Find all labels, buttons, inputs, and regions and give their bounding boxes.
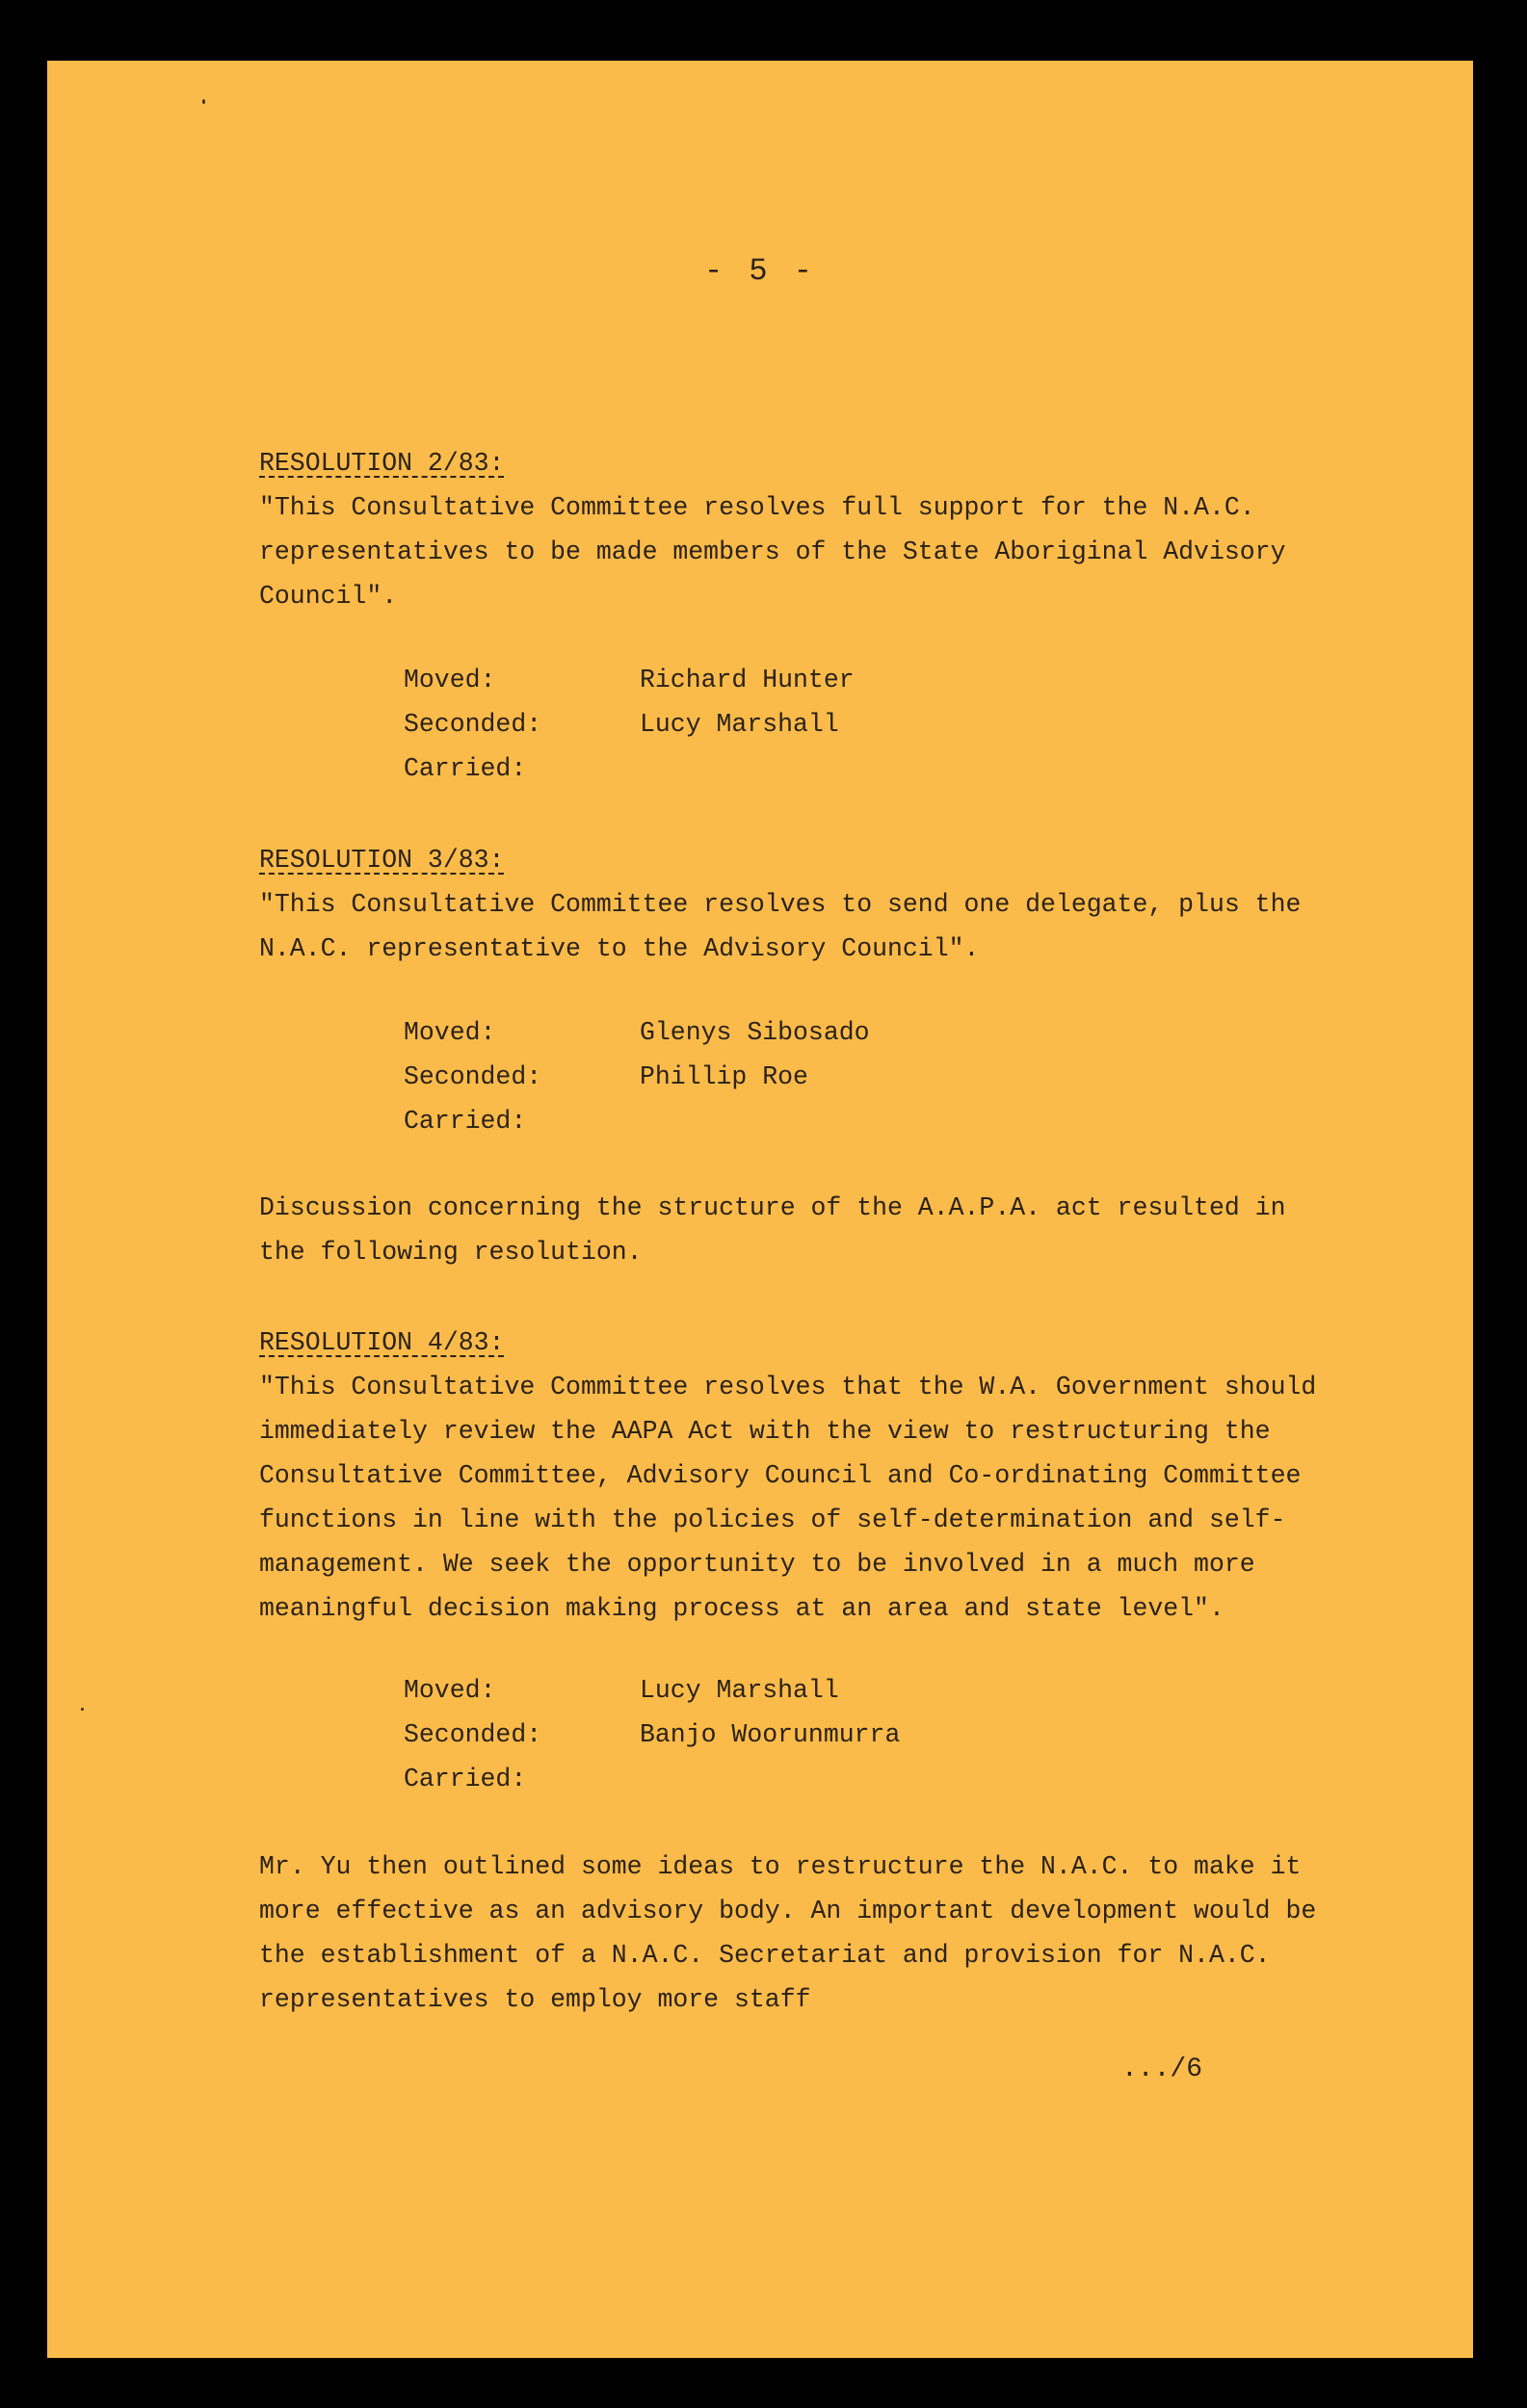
vote-row-carried [404, 1099, 1078, 1143]
vote-name: Lucy Marshall [640, 1676, 839, 1705]
vote-name [640, 1099, 1078, 1143]
paper-speck [202, 99, 205, 104]
resolution-2-83 [259, 441, 1377, 618]
discussion-text: Discussion concerning the structure of the A.A.P.A. act resulted in the following resolution. [259, 1193, 1286, 1267]
continuation-marker: .../6 [1121, 2055, 1203, 2084]
vote-label: Moved: [404, 1018, 496, 1047]
discussion-paragraph [259, 1186, 1377, 1274]
closing-text: Mr. Yu then outlined some ideas to restructure the N.A.C. to make it more effective as an advisory body. An important development would be the establishment of a N.A.C. Secretariat and provision for N.A.C. representatives to employ more staff [259, 1852, 1317, 2014]
vote-row-seconded [404, 1055, 1078, 1099]
votes-3-83 [404, 1010, 1078, 1143]
votes-2-83 [404, 658, 1078, 791]
vote-row-moved [404, 1010, 1078, 1055]
vote-name: Richard Hunter [640, 666, 855, 694]
vote-label: Seconded: [404, 710, 542, 739]
resolution-text: "This Consultative Committee resolves that the W.A. Government should immediately review the AAPA Act with the view to restructuring the Consultative Committee, Advisory Council and Co-ordinating Committee functions in line with the policies of self-determination and self- management. We seek the opportunity to be involved in a much more meaningful decision making process at an area and state level". [259, 1373, 1317, 1623]
vote-row-moved [404, 1668, 1078, 1713]
vote-label: Moved: [404, 1676, 496, 1705]
resolution-heading: RESOLUTION 4/83: [259, 1328, 505, 1357]
vote-label: Carried: [404, 1107, 527, 1136]
closing-paragraph [259, 1845, 1377, 2022]
paper-speck [81, 1708, 84, 1711]
vote-name: Phillip Roe [640, 1062, 808, 1091]
vote-row-moved [404, 658, 1078, 702]
resolution-4-83 [259, 1321, 1377, 1631]
page-number: - 5 - [703, 253, 816, 289]
vote-row-carried [404, 1757, 1078, 1801]
resolution-heading: RESOLUTION 3/83: [259, 846, 505, 875]
votes-4-83 [404, 1668, 1078, 1801]
vote-row-carried [404, 746, 1078, 791]
vote-name: Banjo Woorunmurra [640, 1720, 901, 1749]
vote-label: Carried: [404, 1765, 527, 1793]
resolution-heading: RESOLUTION 2/83: [259, 449, 505, 478]
vote-row-seconded [404, 702, 1078, 746]
resolution-text: "This Consultative Committee resolves to send one delegate, plus the N.A.C. representative to the Advisory Council". [259, 890, 1302, 963]
vote-label: Carried: [404, 754, 527, 783]
resolution-3-83 [259, 838, 1377, 971]
resolution-text: "This Consultative Committee resolves full support for the N.A.C. representatives to be made members of the State Aboriginal Advisory Council". [259, 493, 1286, 611]
vote-row-seconded [404, 1713, 1078, 1757]
vote-name: Lucy Marshall [640, 710, 839, 739]
vote-label: Seconded: [404, 1720, 542, 1749]
vote-name: Glenys Sibosado [640, 1018, 870, 1047]
document-page [47, 61, 1473, 2358]
vote-name [640, 1757, 1078, 1801]
vote-name [640, 746, 1078, 791]
vote-label: Moved: [404, 666, 496, 694]
vote-label: Seconded: [404, 1062, 542, 1091]
